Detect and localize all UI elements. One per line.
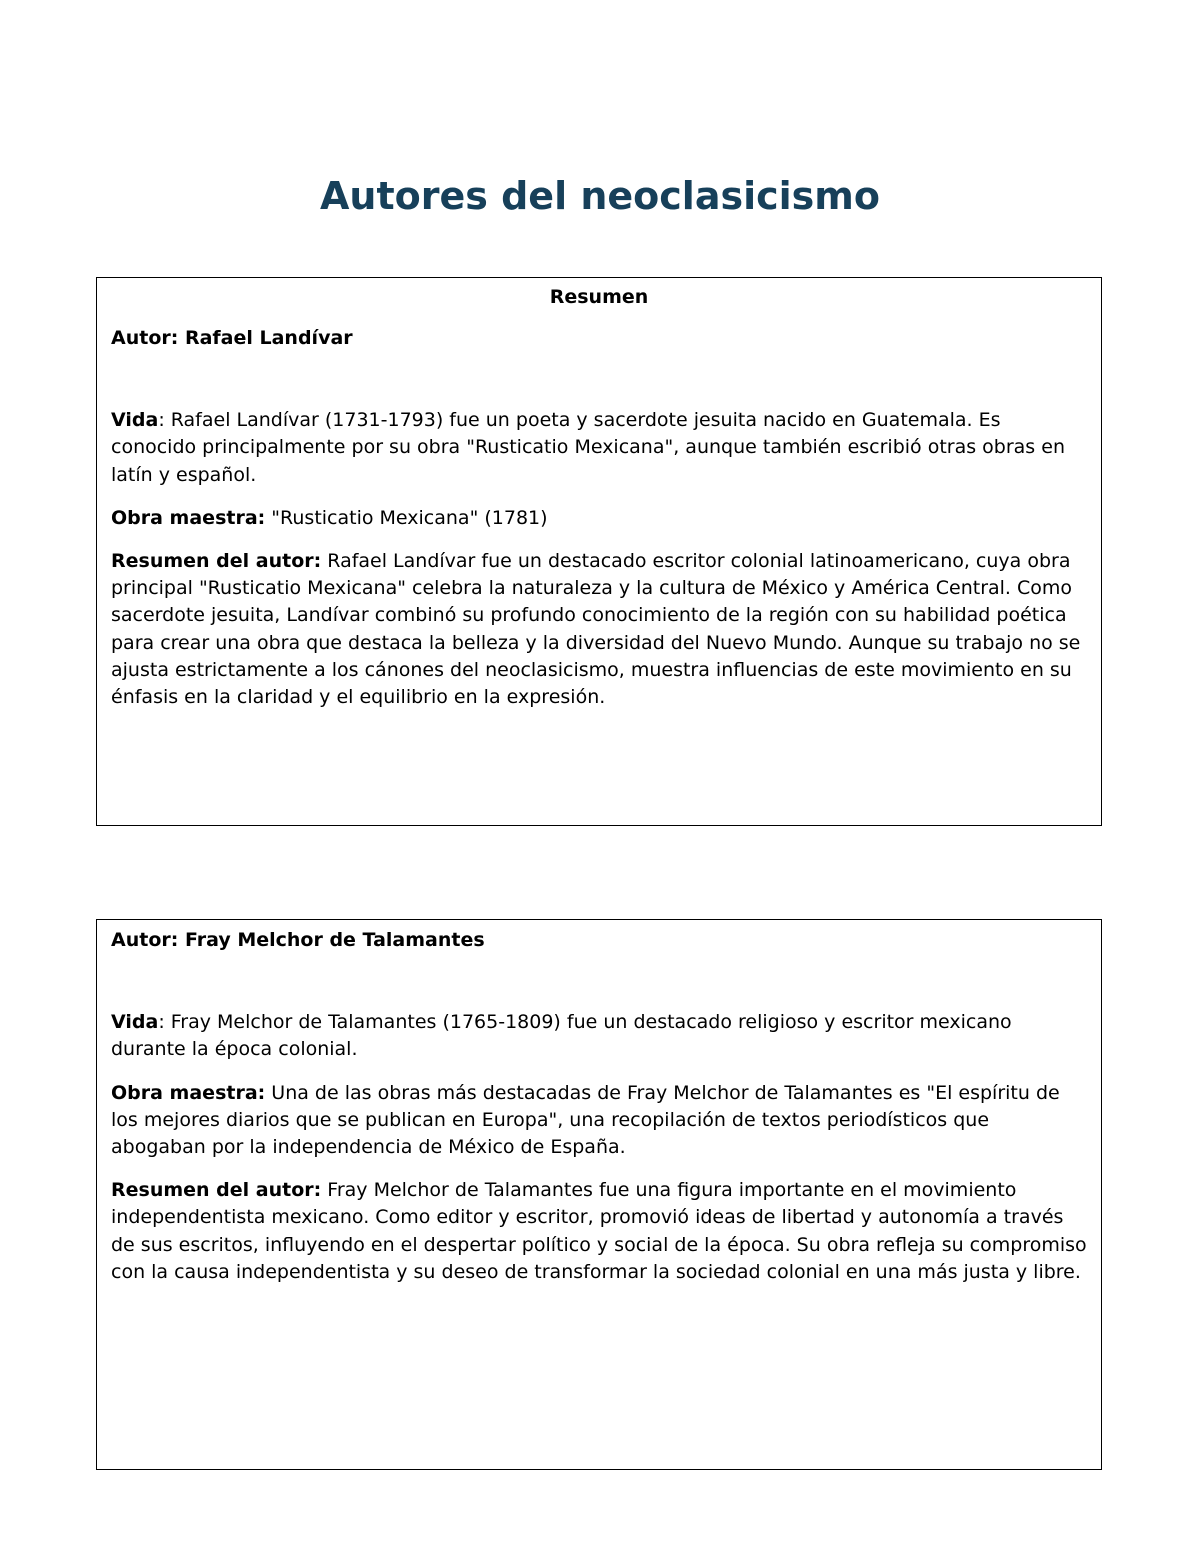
obra-label: Obra maestra:: [111, 506, 266, 529]
vida-paragraph: [111, 1009, 1087, 1063]
author-box-talamantes: [96, 919, 1102, 1470]
resumen-text: Fray Melchor de Talamantes fue una figura importante en el movimiento independentista mexicano. Como editor y escritor, promovió ideas de libertad y autonomía a través de sus escritos, influyendo en el despertar político y social de la época. Su obra refleja su compromiso con la causa independentista y su deseo de transformar la sociedad colonial en una más justa y libre.: [111, 1179, 1087, 1283]
obra-paragraph: [111, 1080, 1087, 1162]
vida-label: Vida: [111, 409, 159, 432]
resumen-paragraph: [111, 548, 1087, 711]
author-name: Autor: Fray Melchor de Talamantes: [111, 929, 485, 951]
vida-label: Vida: [111, 1011, 159, 1034]
author-box-landivar: [96, 277, 1102, 826]
resumen-label: Resumen del autor:: [111, 1179, 322, 1202]
obra-text: Una de las obras más destacadas de Fray Melchor de Talamantes es "El espíritu de los mejores diarios que se publican en Europa", una recopilación de textos periodísticos que abogaban por la independencia de México de España.: [111, 1081, 1060, 1159]
author-name: Autor: Rafael Landívar: [111, 327, 353, 349]
vida-text: : Fray Melchor de Talamantes (1765-1809) fue un destacado religioso y escritor mexicano durante la época colonial.: [111, 1011, 1012, 1061]
resumen-paragraph: [111, 1177, 1087, 1286]
vida-paragraph: [111, 407, 1087, 489]
box-heading: Resumen: [549, 286, 649, 308]
vida-text: : Rafael Landívar (1731-1793) fue un poeta y sacerdote jesuita nacido en Guatemala. Es conocido principalmente por su obra "Rusticatio Mexicana", aunque también escribió otras obras en latín y español.: [111, 409, 1065, 486]
resumen-label: Resumen del autor:: [111, 550, 322, 573]
page-title: Autores del neoclasicismo: [320, 174, 880, 218]
resumen-text: Rafael Landívar fue un destacado escritor colonial latinoamericano, cuya obra principal "Rusticatio Mexicana" celebra la naturaleza y la cultura de México y América Central. Como sacerdote jesuita, Landívar combinó su profundo conocimiento de la región con su habilidad poética para crear una obra que destaca la belleza y la diversidad del Nuevo Mundo. Aunque su trabajo no se ajusta estrictamente a los cánones del neoclasicismo, muestra influencias de este movimiento en su énfasis en la claridad y el equilibrio en la expresión.: [111, 550, 1081, 709]
obra-label: Obra maestra:: [111, 1081, 266, 1104]
obra-text: "Rusticatio Mexicana" (1781): [265, 506, 548, 529]
obra-paragraph: [111, 505, 1087, 532]
